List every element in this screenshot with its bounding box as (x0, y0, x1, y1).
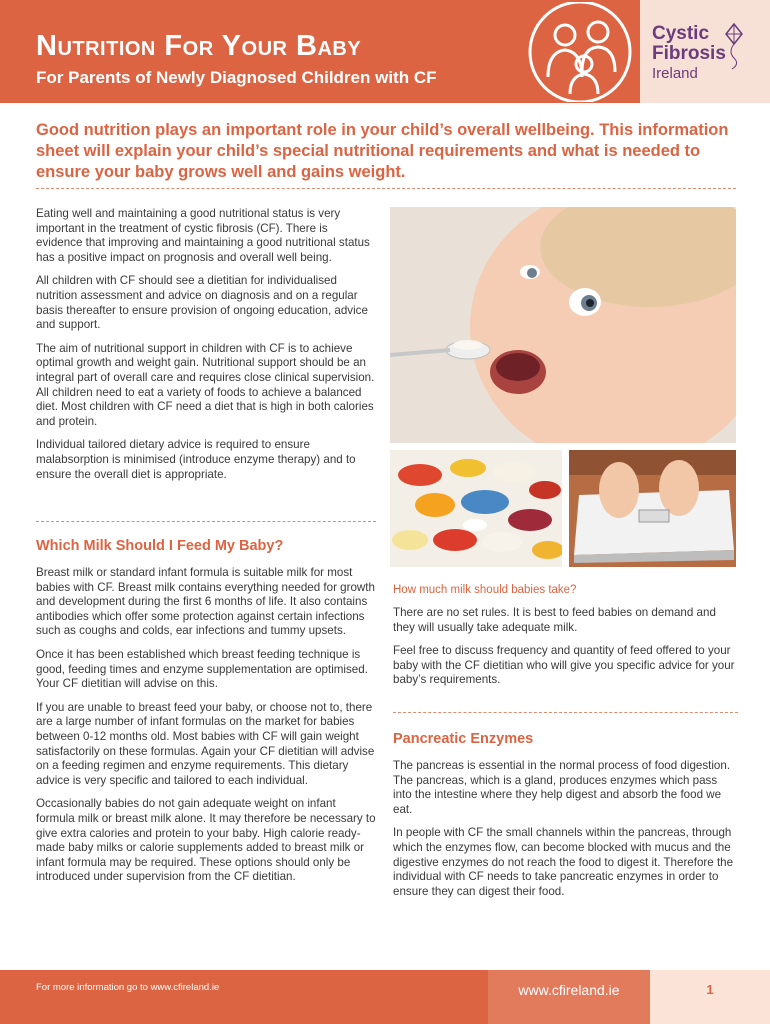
footer (0, 970, 770, 1024)
pills-photo (390, 450, 562, 567)
family-icon (520, 2, 660, 102)
divider-right (393, 712, 738, 713)
page-title: Nutrition For Your Baby (36, 30, 362, 62)
enzymes-body (393, 759, 738, 899)
baby-eating-illustration (390, 207, 736, 443)
enzymes-section (393, 731, 738, 908)
milk-section (36, 538, 376, 894)
page-subtitle: For Parents of Newly Diagnosed Children with CF (36, 68, 437, 87)
kite-icon (722, 22, 746, 70)
logo-word-fibrosis: Fibrosis (652, 43, 726, 64)
footer-url[interactable]: www.cfireland.ie (488, 970, 650, 1024)
intro-body (36, 207, 376, 491)
paragraph: Occasionally babies do not gain adequate weight on infant formula milk or breast milk alone. It may therefore be necessary to give extra calories and protein to your baby. High calorie ready-made baby milks or calorie supplements added to breast milk or infant formula may be required. These options should only be introduced under supervision from the CF dietitian. (36, 797, 376, 884)
paragraph: Eating well and maintaining a good nutritional status is very important in the treatment of cystic fibrosis (CF). There is evidence that improving and maintaining a good nutritional status has a positive impact on prognosis and overall well being. (36, 207, 370, 264)
baby-scale-photo (569, 450, 736, 567)
intro-statement: Good nutrition plays an important role in your child’s overall wellbeing. This information sheet will explain your child’s special nutritional requirements and what is needed to ensure your baby grows well and gains weight. (36, 121, 729, 181)
how-much-section (393, 584, 738, 697)
scale-illustration (569, 450, 736, 567)
paragraph: If you are unable to breast feed your baby, or choose not to, there are a large number of infant formulas on the market for babies between 0-12 months old. Most babies with CF will gain weight satisfactorily on these formulas. Again your CF dietitian will advise on a feeding regimen and enzyme requirements. This dietary advice is very specific and tailored to each individual. (36, 700, 375, 787)
footer-note: For more information go to www.cfireland.ie (36, 982, 220, 993)
cf-ireland-logo (652, 24, 726, 84)
milk-body (36, 566, 376, 885)
paragraph: All children with CF should see a dietitian for individualised nutrition assessment and advice on diagnosis and on a regular basis thereafter to ensure provision of ongoing education, advice and support. (36, 274, 368, 332)
paragraph: Breast milk or standard infant formula is suitable milk for most babies with CF. Breast milk contains everything needed for growth and development during the first 6 months of life. It also contains antibodies which offer some protection against certain infections such as coughs and colds, ear infections and tummy upsets. (36, 566, 375, 638)
paragraph: In people with CF the small channels within the pancreas, through which the enzymes flow, can become blocked with mucus and the digestive enzymes do not reach the food to digest it. Therefore the individual with CF needs to take pancreatic enzymes in order to ensure they can digest their food. (393, 826, 734, 898)
paragraph: There are no set rules. It is best to feed babies on demand and they will usually take adequate milk. (393, 606, 716, 634)
divider-left (36, 521, 376, 522)
how-much-body (393, 606, 738, 688)
section-heading: Pancreatic Enzymes (393, 731, 534, 747)
paragraph: Once it has been established which breast feeding technique is good, feeding times and enzyme supplementation are optimised. Your CF dietitian will advise on this. (36, 647, 368, 691)
baby-eating-photo (390, 207, 736, 443)
logo-word-cystic: Cystic (652, 23, 710, 44)
divider-intro (36, 188, 736, 189)
paragraph: Individual tailored dietary advice is required to ensure malabsorption is minimised (introduce enzyme therapy) and to ensure the overall diet is appropriate. (36, 438, 356, 481)
paragraph: The aim of nutritional support in children with CF is to achieve optimal growth and weight gain. Nutritional support should be an integral part of overall care and requires close clinical supervision. All children need to eat a variety of foods to achieve a balanced diet. Most children with CF need a diet that is high in both calories and protein. (36, 341, 375, 428)
page-number: 1 (650, 970, 770, 1024)
section-heading: Which Milk Should I Feed My Baby? (36, 538, 284, 554)
subsection-heading: How much milk should babies take? (393, 584, 577, 596)
paragraph: Feel free to discuss frequency and quantity of feed offered to your baby with the CF dietitian who will give you specific advice for your baby’s requirements. (393, 644, 735, 687)
paragraph: The pancreas is essential in the normal process of food digestion. The pancreas, which is a gland, produces enzymes which pass into the intestine where they help digest and absorb the food we eat. (393, 759, 731, 816)
pills-illustration (390, 450, 562, 567)
logo-word-ireland: Ireland (652, 65, 698, 82)
header (0, 0, 770, 103)
